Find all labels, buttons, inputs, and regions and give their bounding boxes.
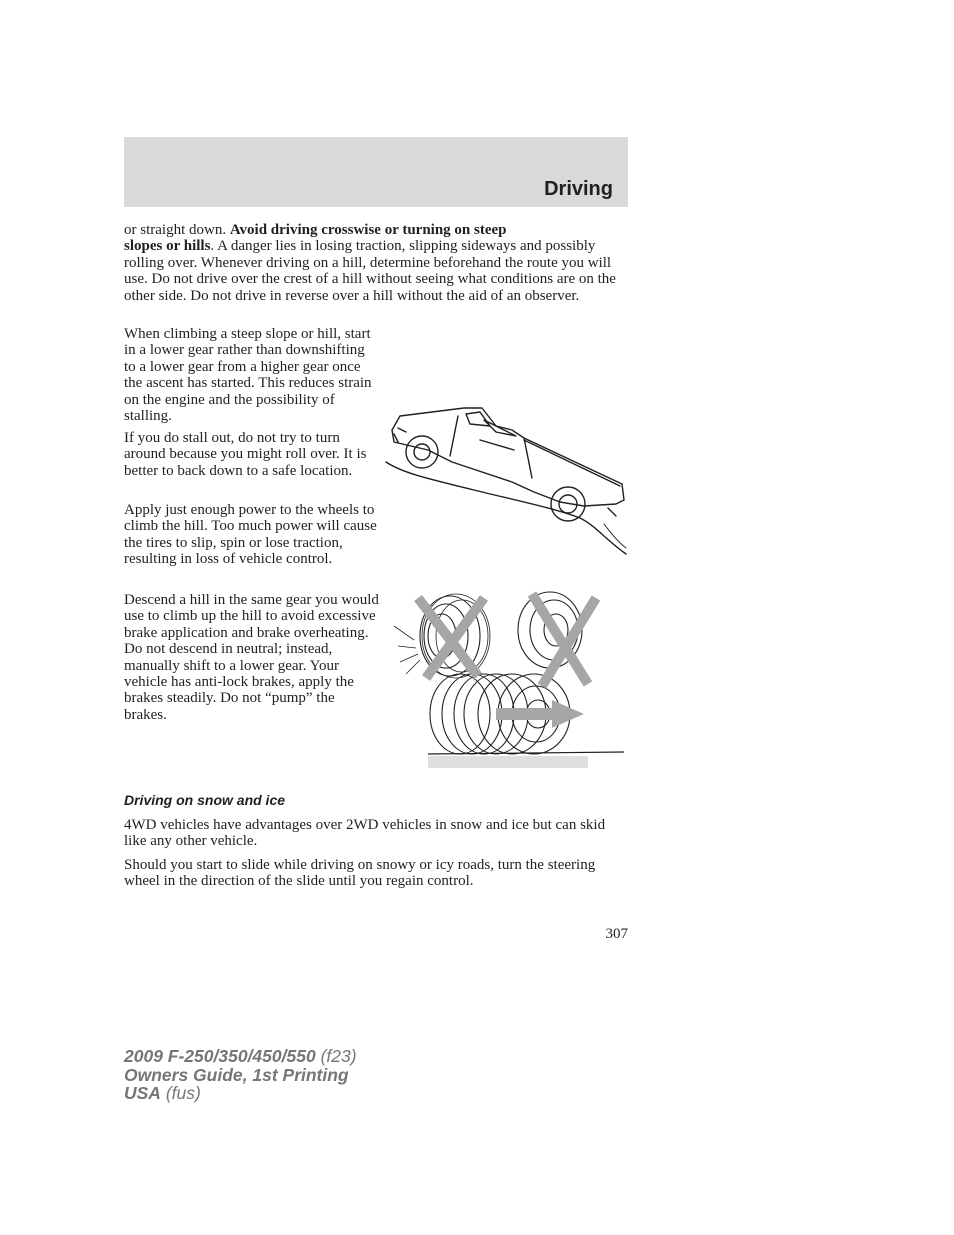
paragraph-text: or straight down. [124, 222, 230, 238]
page-number: 307 [605, 926, 628, 942]
subheading-snow-ice: Driving on snow and ice [124, 792, 286, 808]
truck-on-hill-illustration [384, 400, 628, 560]
footer-model: 2009 F-250/350/450/550 [124, 1046, 316, 1066]
paragraph-text: . A danger lies in losing traction, slipping sideways and possibly rolling over. Whenever driving on a hill, determine beforehand the route you will use. Do not drive over the crest of a hill without seeing what conditions are on the other side. Do not drive in reverse over a hill without the aid of an observer. [124, 238, 616, 304]
warning-bold-text: Avoid driving crosswise or turning on steep [229, 222, 507, 238]
footer-market: USA [124, 1083, 161, 1103]
paragraph-slide: Should you start to slide while driving on snowy or icy roads, turn the steering wheel in the direction of the slide until you regain control. [124, 857, 596, 890]
footer-edition: Owners Guide, 1st Printing [124, 1064, 349, 1085]
footer-market-code: (fus) [160, 1083, 201, 1103]
paragraph-hill-safety [124, 222, 624, 304]
ground-texture [428, 756, 588, 768]
paragraph-power: Apply just enough power to the wheels to climb the hill. Too much power will cause the tires to slip, spin or lose traction, resulting in loss of vehicle control. [124, 502, 377, 568]
paragraph-descend: Descend a hill in the same gear you would use to climb up the hill to avoid excessive brake application and brake overheating. Do not descend in neutral; instead, manually shift to a lower gear. Your vehicle has anti-lock brakes, apply the brakes steadily. Do not “pump” the brakes. [124, 592, 379, 723]
paragraph-4wd: 4WD vehicles have advantages over 2WD vehicles in snow and ice but can skid like any other vehicle. [124, 817, 606, 850]
section-title: Driving [544, 178, 613, 200]
tire-slip-illustration [388, 590, 628, 776]
section-header-band [124, 137, 628, 207]
paragraph-climbing: When climbing a steep slope or hill, start in a lower gear rather than downshifting to a lower gear from a higher gear once the ascent has started. This reduces strain on the engine and the possibility of stalling. [124, 326, 372, 425]
warning-bold-text: slopes or hills [124, 238, 211, 255]
document-footer [124, 1047, 357, 1103]
footer-model-code: (f23) [315, 1046, 357, 1066]
paragraph-stall: If you do stall out, do not try to turn around because you might roll over. It is better to back down to a safe location. [124, 430, 367, 479]
